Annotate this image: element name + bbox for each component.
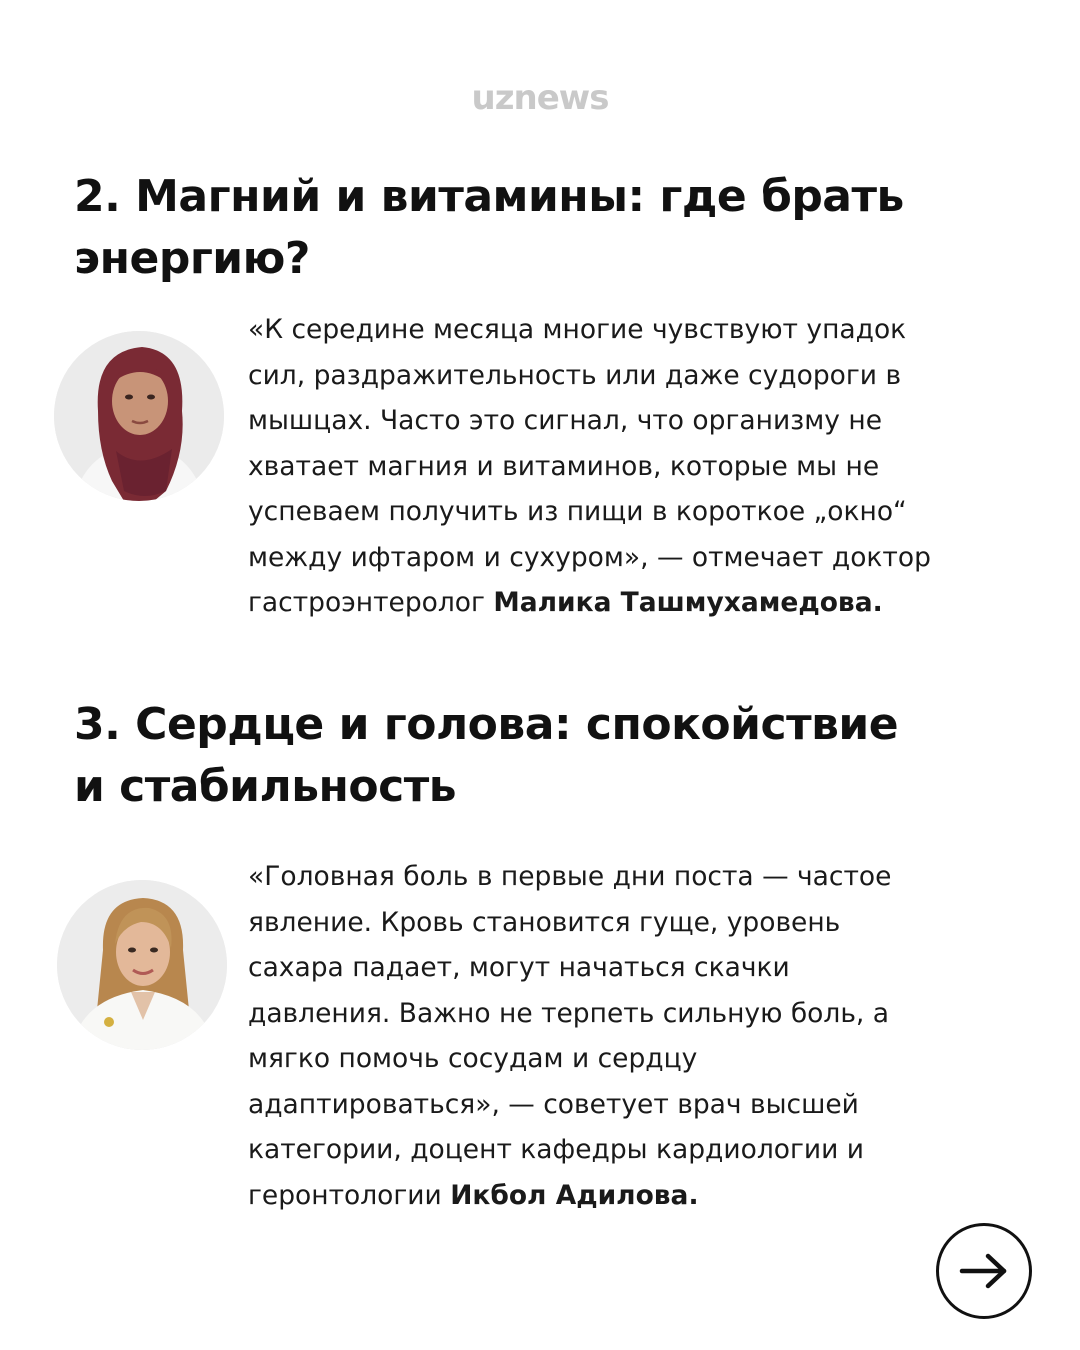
expert-photo-adilova	[57, 880, 227, 1050]
quote-line: явление. Кровь становится гуще, уровень	[248, 906, 841, 938]
section-heading-heart	[74, 694, 898, 818]
quote-text: геронтологии	[248, 1179, 451, 1211]
expert-quote-heart	[248, 854, 891, 1218]
section-heading-magnesium	[74, 166, 904, 290]
expert-quote-magnesium	[248, 307, 931, 626]
brand-logo: uznews	[471, 78, 609, 118]
quote-line: категории, доцент кафедры кардиологии и	[248, 1134, 864, 1165]
quote-line: давления. Важно не терпеть сильную боль, а	[248, 997, 890, 1029]
quote-line: сахара падает, могут начаться скачки	[248, 952, 790, 983]
quote-line: мягко помочь сосудам и сердцу	[248, 1043, 698, 1074]
quote-line: хватает магния и витаминов, которые мы не	[248, 450, 880, 482]
heading-line: 2. Магний и витамины: где брать	[74, 171, 904, 222]
heading-line: и стабильность	[74, 761, 457, 812]
quote-line-last	[248, 1173, 891, 1219]
quote-line: сил, раздражительность или даже судороги в	[248, 359, 902, 391]
quote-line: адаптироваться», — советует врач высшей	[248, 1088, 859, 1120]
quote-line: успеваем получить из пищи в короткое „окно“	[248, 496, 907, 527]
expert-name: Малика Ташмухамедова.	[493, 587, 883, 618]
quote-line: «Головная боль в первые дни поста — частое	[248, 861, 892, 892]
arrow-right-icon	[958, 1251, 1010, 1291]
expert-photo-tashmukhamedova	[54, 331, 224, 501]
quote-line: между ифтаром и сухуром», — отмечает доктор	[248, 541, 931, 573]
heading-line: энергию?	[74, 233, 310, 284]
quote-text: гастроэнтеролог	[248, 587, 494, 618]
heading-line: 3. Сердце и голова: спокойствие	[74, 699, 899, 750]
quote-line: «К середине месяца многие чувствуют упадок	[248, 314, 907, 345]
next-slide-button[interactable]	[936, 1223, 1032, 1319]
quote-line-last	[248, 580, 931, 626]
quote-line: мышцах. Часто это сигнал, что организму не	[248, 405, 882, 436]
expert-name: Икбол Адилова.	[450, 1179, 699, 1211]
